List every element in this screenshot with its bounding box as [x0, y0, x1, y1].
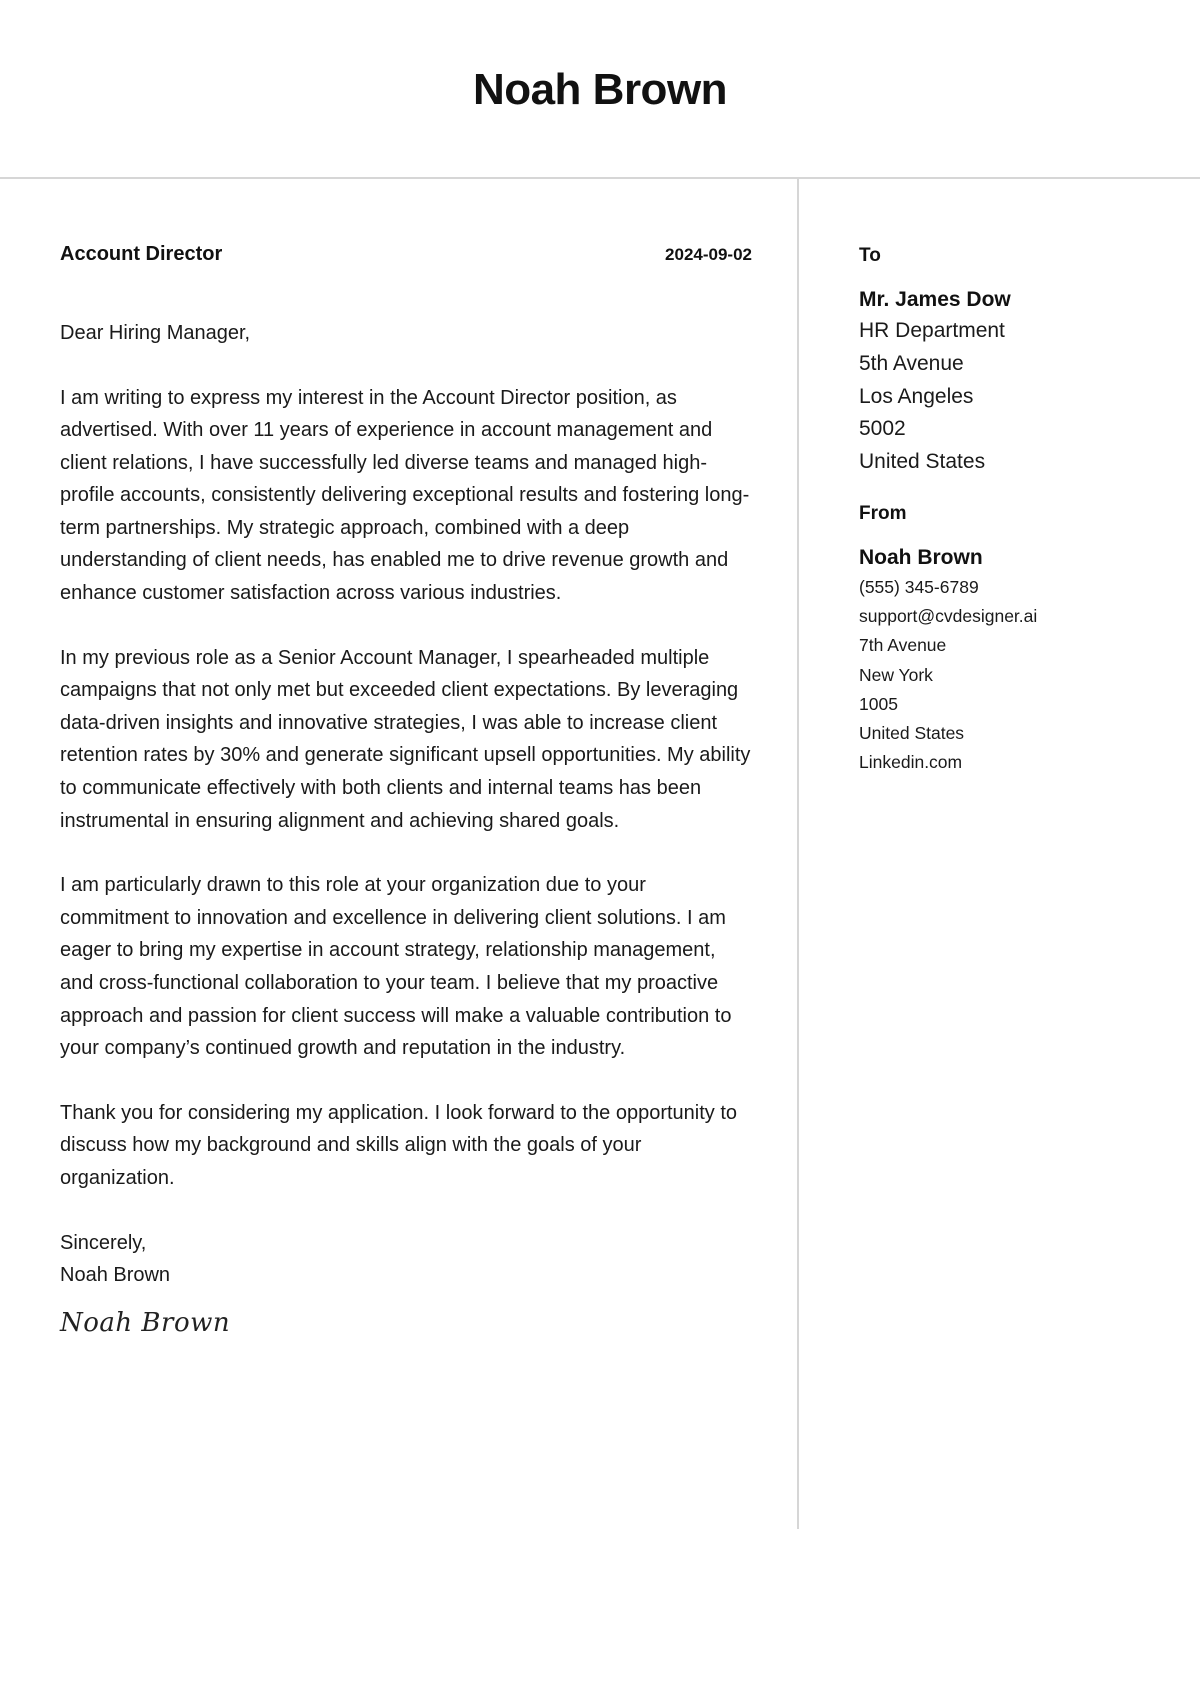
sender-zip: 1005: [859, 693, 898, 714]
recipient-city: Los Angeles: [859, 384, 974, 408]
sender-linkedin: Linkedin.com: [859, 752, 963, 773]
letter-paragraph: I am particularly drawn to this role at your organization due to your commitment to innovation and excellence in delivering client solutions. I am eager to bring my expertise in account strategy, relationship management, and cross-functional collaboration to your team. I believe that my proactive approach and passion for client success will make a valuable contribution to your company’s continued growth and reputation in the industry.: [60, 874, 732, 1060]
closing-phrase: Sincerely,: [60, 1231, 147, 1254]
recipient-street: 5th Avenue: [859, 351, 964, 375]
salutation: Dear Hiring Manager,: [60, 322, 251, 344]
closing-name: Noah Brown: [60, 1264, 171, 1287]
letter-paragraph: In my previous role as a Senior Account Manager, I spearheaded multiple campaigns that not only met but exceeded client expectations. By leveraging data-driven insights and innovative strategies, I was able to increase client retention rates by 30% and generate significant upsell opportunities. My ability to communicate effectively with both clients and internal teams has been instrumental in ensuring alignment and achieving shared goals.: [60, 646, 751, 832]
sender-country: United States: [859, 723, 965, 743]
letter-main-column: [60, 243, 752, 1338]
recipient-department: HR Department: [859, 319, 1005, 342]
recipient-label: To: [859, 245, 881, 266]
handwritten-signature: Noah Brown: [60, 1307, 231, 1338]
sender-phone: (555) 345-6789: [859, 576, 979, 597]
letter-meta-row: [60, 243, 752, 283]
sender-label: From: [859, 502, 907, 524]
job-position-title: Account Director: [60, 243, 223, 265]
recipient-country: United States: [859, 450, 986, 474]
sender-city: New York: [859, 664, 933, 685]
applicant-name-heading: Noah Brown: [472, 65, 728, 114]
letter-header: [0, 0, 1200, 179]
letter-paragraph: I am writing to express my interest in the Account Director position, as advertised. With over 11 years of experience in account management and client relations, I have successfully led diverse teams and managed high-profile accounts, consistently delivering exceptional results and fostering long-term partnerships. My strategic approach, combined with a deep understanding of client needs, has enabled me to drive revenue growth and enhance customer satisfaction across various industries.: [60, 386, 750, 605]
column-divider: [797, 179, 799, 1529]
sender-name: Noah Brown: [859, 545, 983, 569]
letter-date: 2024-09-02: [665, 245, 752, 264]
closing-block: [60, 1227, 752, 1292]
letter-paragraph: Thank you for considering my application. I look forward to the opportunity to discuss how my background and skills align with the goals of your organization.: [60, 1101, 738, 1189]
sender-street: 7th Avenue: [859, 635, 947, 656]
address-sidebar: [859, 243, 1179, 777]
recipient-zip: 5002: [859, 417, 906, 441]
recipient-name: Mr. James Dow: [859, 288, 1011, 311]
letter-body: [0, 179, 1200, 1529]
sender-email: support@cvdesigner.ai: [859, 606, 1038, 627]
